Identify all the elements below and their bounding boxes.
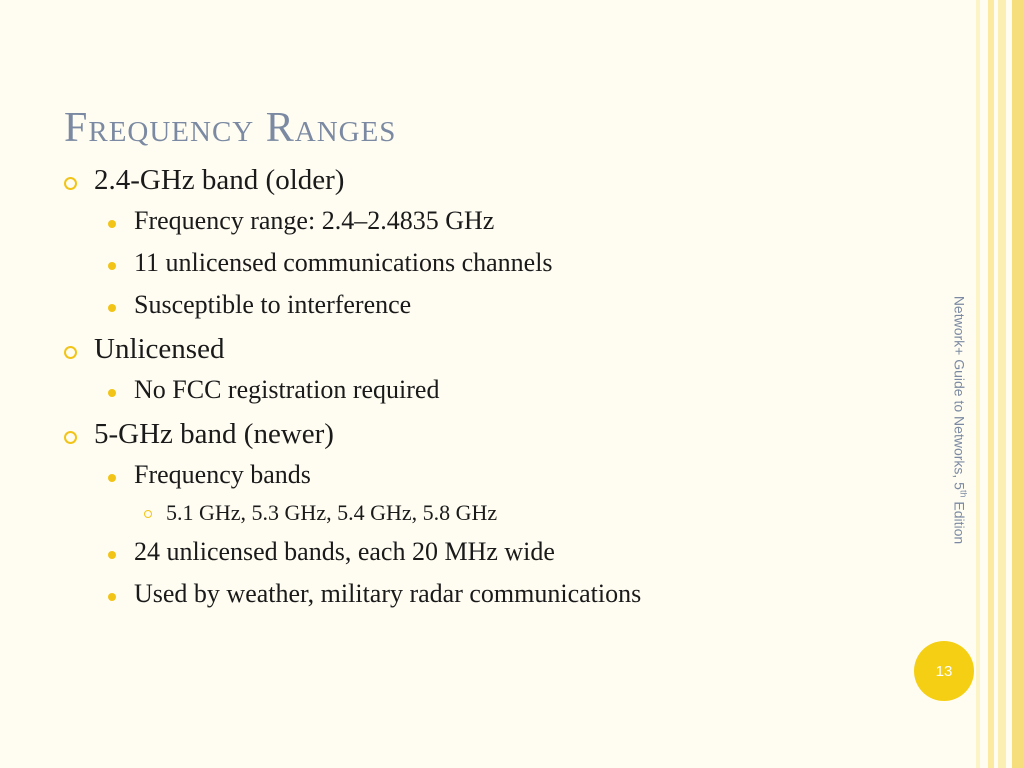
stripe [1012, 0, 1024, 768]
bullet-item-level2 [62, 248, 862, 278]
slide-number-badge [914, 641, 974, 701]
bullet-text: 11 unlicensed communications channels [134, 248, 553, 277]
dot-bullet-icon [108, 474, 116, 482]
dot-bullet-icon [108, 220, 116, 228]
slide-number: 13 [935, 662, 953, 680]
footer-text-suffix: Edition [951, 497, 968, 545]
bullet-item-level2 [62, 290, 862, 320]
ring-bullet-icon [64, 177, 77, 190]
bullet-item-level2 [62, 206, 862, 236]
ring-bullet-icon [64, 431, 77, 444]
stripe [976, 0, 980, 768]
book-title-footer [952, 296, 969, 544]
bullet-text: Unlicensed [94, 333, 225, 365]
bullet-item-level2 [62, 579, 862, 609]
bullet-item-level2 [62, 375, 862, 405]
ring-bullet-icon [144, 510, 152, 518]
bullet-text: Used by weather, military radar communications [134, 579, 642, 608]
slide-title: Frequency Ranges [64, 105, 397, 151]
bullet-item-level1 [62, 418, 862, 451]
stripe [988, 0, 994, 768]
bullet-text: Frequency range: 2.4–2.4835 GHz [134, 206, 495, 235]
dot-bullet-icon [108, 262, 116, 270]
bullet-item-level3 [62, 500, 862, 526]
bullet-text: No FCC registration required [134, 375, 440, 404]
bullet-list [62, 164, 862, 609]
bullet-text: 5.1 GHz, 5.3 GHz, 5.4 GHz, 5.8 GHz [166, 500, 498, 525]
dot-bullet-icon [108, 304, 116, 312]
decorative-stripes [976, 0, 1024, 768]
bullet-text: 5-GHz band (newer) [94, 418, 334, 450]
bullet-item-level2 [62, 537, 862, 567]
bullet-text: Frequency bands [134, 460, 311, 489]
footer-text: Network+ Guide to Networks, 5 [951, 295, 968, 490]
bullet-text: 2.4-GHz band (older) [94, 164, 345, 196]
bullet-item-level1 [62, 333, 862, 366]
ring-bullet-icon [64, 346, 77, 359]
bullet-item-level2 [62, 460, 862, 490]
dot-bullet-icon [108, 551, 116, 559]
bullet-text: 24 unlicensed bands, each 20 MHz wide [134, 537, 555, 566]
footer-superscript: th [958, 489, 969, 498]
bullet-item-level1 [62, 164, 862, 197]
bullet-text: Susceptible to interference [134, 290, 412, 319]
dot-bullet-icon [108, 593, 116, 601]
dot-bullet-icon [108, 389, 116, 397]
stripe [998, 0, 1006, 768]
